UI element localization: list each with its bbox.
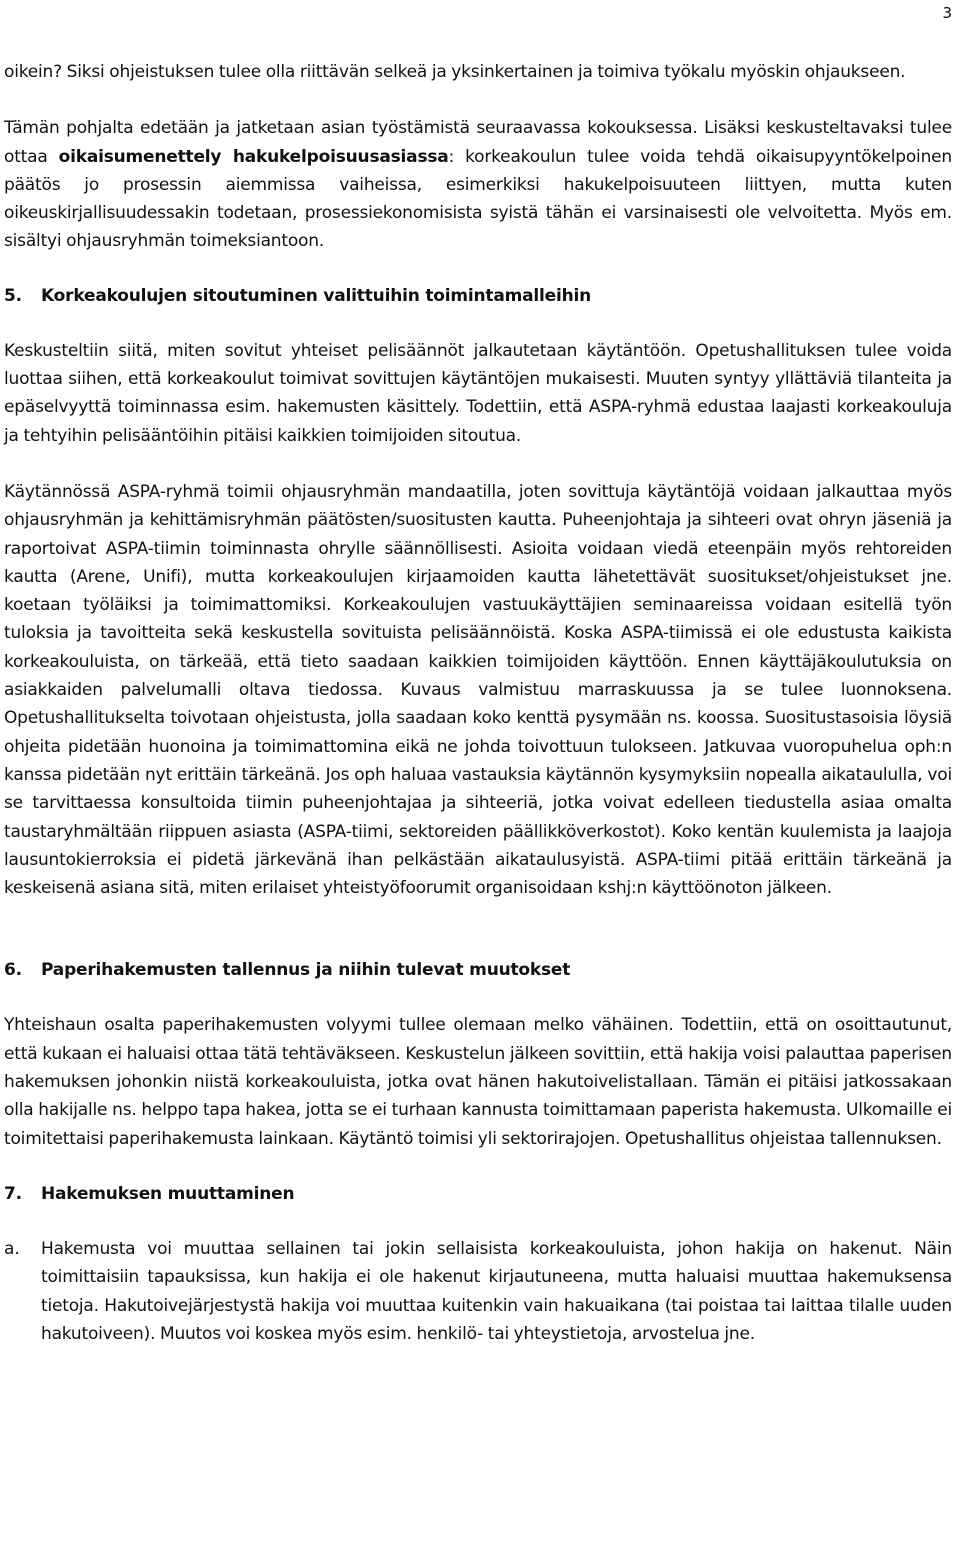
list-item-a xyxy=(4,1235,952,1348)
section-title: Korkeakoulujen sitoutuminen valittuihin toimintamalleihin xyxy=(41,285,592,306)
paragraph-continuation xyxy=(4,114,952,255)
section-title: Paperihakemusten tallennus ja niihin tulevat muutokset xyxy=(41,960,571,981)
paragraph-intro: oikein? Siksi ohjeistuksen tulee olla riittävän selkeä ja yksinkertainen ja toimiva työkalu myöskin ohjaukseen. xyxy=(4,62,906,82)
paragraph-continuation-bold-term: oikaisumenettely hakukelpoisuusasiassa xyxy=(58,146,449,167)
section-title: Hakemuksen muuttaminen xyxy=(41,1183,295,1204)
list-marker: a. xyxy=(4,1238,20,1259)
paragraph-continuation-text-end: : korkeakoulun tulee voida tehdä oikaisupyyntökelpoinen päätös jo prosessin aiemmissa vaiheissa, esimerkiksi hakukelpoisuuteen liittyen, mutta kuten oikeuskirjallisuudessakin todetaan, prosessiekonomisista syistä tähän ei varsinaisesti ole velvoitetta. Myös em. sisältyi ohjausryhmän toimeksiantoon. xyxy=(4,146,952,252)
paragraph-commitment: Keskusteltiin siitä, miten sovitut yhteiset pelisäännöt jalkautetaan käytäntöön. Opetushallituksen tulee voida luottaa siihen, että korkeakoulut toimivat sovittujen käytäntöjen mukaisesti. Muuten syntyy yllättäviä tilanteita ja epäselvyyttä toiminnassa esim. hakemusten käsittely. Todettiin, että ASPA-ryhmä edustaa laajasti korkeakouluja ja tehtyihin pelisääntöihin pitäisi kaikkien toimijoiden sitoutua. xyxy=(4,340,952,446)
paragraph-aspa-practice: Käytännössä ASPA-ryhmä toimii ohjausryhmän mandaatilla, joten sovittuja käytäntöjä voidaan jalkauttaa myös ohjausryhmän ja kehittämisryhmän päätösten/suositusten kautta. Puheenjohtaja ja sihteeri ovat ohryn jäseniä ja raportoivat ASPA-tiimin toiminnasta ohrylle säännöllisesti. Asioita voidaan viedä eteenpäin myös rehtoreiden kautta (Arene, Unifi), mutta korkeakoulujen kirjaamoiden kautta lähetettävät suositukset/ohjeistukset jne. koetaan työläiksi ja toimimattomiksi. Korkeakoulujen vastuukäyttäjien seminaareissa voidaan esitellä työn tuloksia ja tavoitteita sekä keskustella sovituista pelisäännöistä. Koska ASPA-tiimissä ei ole edustusta kaikista korkeakouluista, on tärkeää, että tieto saadaan kaikkien toimijoiden käyttöön. Ennen käyttäjäkoulutuksia on asiakkaiden palvelumalli oltava tiedossa. Kuvaus valmistuu marraskuussa ja se tulee luonnoksena. Opetushallitukselta toivotaan ohjeistusta, jolla saadaan koko kenttä pysymään ns. koossa. Suositustasoisia löysiä ohjeita pidetään huonoina ja toimimattomina eikä ne johda toivottuun tulokseen. Jatkuvaa vuoropuhelua oph:n kanssa pidetään nyt erittäin tärkeänä. Jos oph haluaa vastauksia käytännön kysymyksiin nopealla aikataululla, voi se tarvittaessa konsultoida tiimin puheenjohtajaa ja sihteeriä, jotka voivat edelleen tiedustella asiaa omalta taustaryhmältään riippuen asiasta (ASPA-tiimi, sektoreiden päällikköverkostot). Koko kentän kuulemista ja laajoja lausuntokierroksia ei pidetä järkevänä ihan pelkästään aikataulusyistä. ASPA-tiimi pitää erittäin tärkeänä ja keskeisenä asiana sitä, miten erilaiset yhteistyöfoorumit organisoidaan kshj:n käyttöönoton jälkeen. xyxy=(4,481,952,899)
paragraph-continuation-text-start: Tämän pohjalta edetään ja jatketaan asian työstämistä seuraavassa kokouksessa. Lisäksi keskusteltavaksi tulee ottaa xyxy=(4,118,952,167)
paragraph-paper-applications: Yhteishaun osalta paperihakemusten volyymi tullee olemaan melko vähäinen. Todettiin, että on osoittautunut, että kukaan ei haluaisi ottaa tätä tehtäväkseen. Keskustelun jälkeen sovittiin, että hakija voisi palauttaa paperisen hakemuksen johonkin niistä korkeakouluista, jotka ovat hänen hakutoivelistallaan. Tämän ei pitäisi jatkossakaan olla hakijalle ns. helppo tapa hakea, jotta se ei turhaan kannusta toimittamaan paperista hakemusta. Ulkomaille ei toimitettaisi paperihakemusta lainkaan. Käytäntö toimisi yli sektorirajojen. Opetushallitus ohjeistaa tallennuksen. xyxy=(4,1015,952,1149)
section-number: 6. xyxy=(4,960,22,981)
list-item-text: Hakemusta voi muuttaa sellainen tai jokin sellaisista korkeakouluista, johon hakija on hakenut. Näin toimittaisiin tapauksissa, kun hakija ei ole hakenut kirjautuneena, mutta haluaisi muuttaa hakemuksensa tietoja. Hakutoivejärjestystä hakija voi muuttaa kuitenkin vain hakuaikana (tai poistaa tai laittaa tilalle uuden hakutoiveen). Muutos voi koskea myös esim. henkilö- tai yhteystietoja, arvostelua jne. xyxy=(41,1238,952,1344)
section-heading-6 xyxy=(4,956,952,984)
section-number: 5. xyxy=(4,285,22,306)
section-heading-5 xyxy=(4,282,952,310)
document-body xyxy=(4,58,952,1348)
section-number: 7. xyxy=(4,1183,22,1204)
page-number: 3 xyxy=(942,4,952,22)
section-heading-7 xyxy=(4,1180,952,1208)
